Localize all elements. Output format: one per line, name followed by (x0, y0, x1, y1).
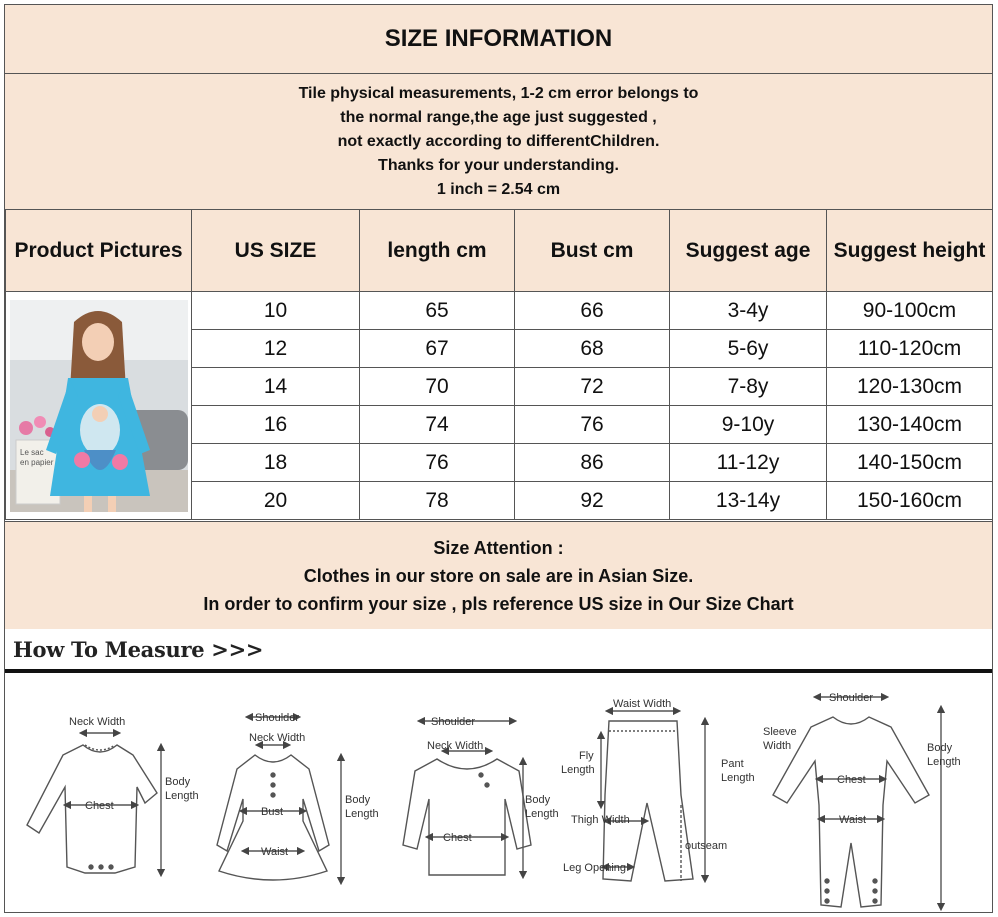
label-body-length: Body (927, 742, 953, 754)
label-shoulder: Shoulder (431, 716, 476, 728)
label-waist: Waist (261, 846, 289, 858)
label-waist-width: Waist Width (613, 698, 672, 710)
product-photo (10, 300, 188, 512)
bust-cell: 72 (515, 368, 670, 406)
label-shoulder: Shoulder (255, 712, 300, 724)
bag-text: Le sac (19, 447, 44, 457)
note-line: the normal range,the age just suggested , (340, 108, 657, 126)
size-attention (5, 521, 992, 629)
age-cell: 13-14y (670, 482, 827, 520)
us-size-cell: 14 (192, 368, 360, 406)
height-cell: 130-140cm (827, 406, 993, 444)
label-sleeve-width: Width (763, 740, 792, 752)
label-neck-width: Neck Width (69, 716, 126, 728)
note-line: not exactly according to differentChildren. (337, 132, 660, 150)
romper-diagram (773, 697, 941, 907)
us-size-cell: 18 (192, 444, 360, 482)
label-pant-length: Pant (721, 758, 744, 770)
label-body-length: Length (525, 808, 559, 820)
label-body-length: Body (345, 794, 371, 806)
label-fly-length: Fly (579, 750, 594, 762)
label-body-length: Body (525, 794, 551, 806)
header-product-pictures: Product Pictures (6, 210, 192, 292)
height-cell: 110-120cm (827, 330, 993, 368)
label-sleeve-width: Sleeve (763, 726, 797, 738)
table-row (6, 292, 993, 330)
label-body-length: Length (165, 790, 199, 802)
measurement-note (5, 74, 992, 210)
bust-cell: 68 (515, 330, 670, 368)
pants-diagram (601, 711, 705, 881)
us-size-cell: 10 (192, 292, 360, 330)
length-cell: 65 (360, 292, 515, 330)
header-suggest-height: Suggest height (827, 210, 993, 292)
label-shoulder: Shoulder (829, 692, 874, 704)
label-chest: Chest (443, 832, 472, 844)
header-length: length cm (360, 210, 515, 292)
size-chart (4, 4, 993, 913)
height-cell: 120-130cm (827, 368, 993, 406)
label-body-length: Length (345, 808, 379, 820)
length-cell: 70 (360, 368, 515, 406)
size-table (5, 209, 993, 520)
length-cell: 76 (360, 444, 515, 482)
note-line: 1 inch = 2.54 cm (436, 180, 561, 198)
label-body-length: Length (927, 756, 961, 768)
age-cell: 3-4y (670, 292, 827, 330)
attention-heading: Size Attention : (433, 537, 564, 558)
bag-text: en papier (19, 457, 53, 467)
bust-cell: 86 (515, 444, 670, 482)
table-header-row (6, 210, 993, 292)
height-cell: 90-100cm (827, 292, 993, 330)
header-suggest-age: Suggest age (670, 210, 827, 292)
label-neck-width: Neck Width (427, 740, 484, 752)
length-cell: 74 (360, 406, 515, 444)
us-size-cell: 12 (192, 330, 360, 368)
label-pant-length: Length (721, 772, 755, 784)
bust-cell: 76 (515, 406, 670, 444)
height-cell: 140-150cm (827, 444, 993, 482)
label-neck-width: Neck Width (249, 732, 306, 744)
bust-cell: 92 (515, 482, 670, 520)
label-bust: Bust (261, 806, 284, 818)
age-cell: 11-12y (670, 444, 827, 482)
us-size-cell: 16 (192, 406, 360, 444)
us-size-cell: 20 (192, 482, 360, 520)
heading-divider (5, 669, 992, 673)
age-cell: 7-8y (670, 368, 827, 406)
attention-line: In order to confirm your size , pls reference US size in Our Size Chart (203, 593, 794, 614)
note-line: Thanks for your understanding. (378, 156, 619, 174)
label-outseam: outseam (685, 840, 728, 852)
height-cell: 150-160cm (827, 482, 993, 520)
length-cell: 67 (360, 330, 515, 368)
label-chest: Chest (85, 800, 114, 812)
measurement-diagrams (5, 675, 992, 913)
bust-cell: 66 (515, 292, 670, 330)
age-cell: 9-10y (670, 406, 827, 444)
label-body-length: Body (165, 776, 191, 788)
length-cell: 78 (360, 482, 515, 520)
age-cell: 5-6y (670, 330, 827, 368)
label-thigh-width: Thigh Width (571, 814, 630, 826)
label-chest: Chest (837, 774, 866, 786)
header-bust: Bust cm (515, 210, 670, 292)
note-line: Tile physical measurements, 1-2 cm error belongs to (298, 84, 699, 102)
header-us-size: US SIZE (192, 210, 360, 292)
label-waist: Waist (839, 814, 867, 826)
label-leg-opening: Leg Opening (563, 862, 626, 874)
label-fly-length: Length (561, 764, 595, 776)
how-to-measure-heading: How To Measure >>> (13, 637, 264, 662)
product-picture-cell (6, 292, 192, 520)
attention-line: Clothes in our store on sale are in Asian Size. (303, 565, 694, 586)
page-title: SIZE INFORMATION (5, 5, 992, 74)
